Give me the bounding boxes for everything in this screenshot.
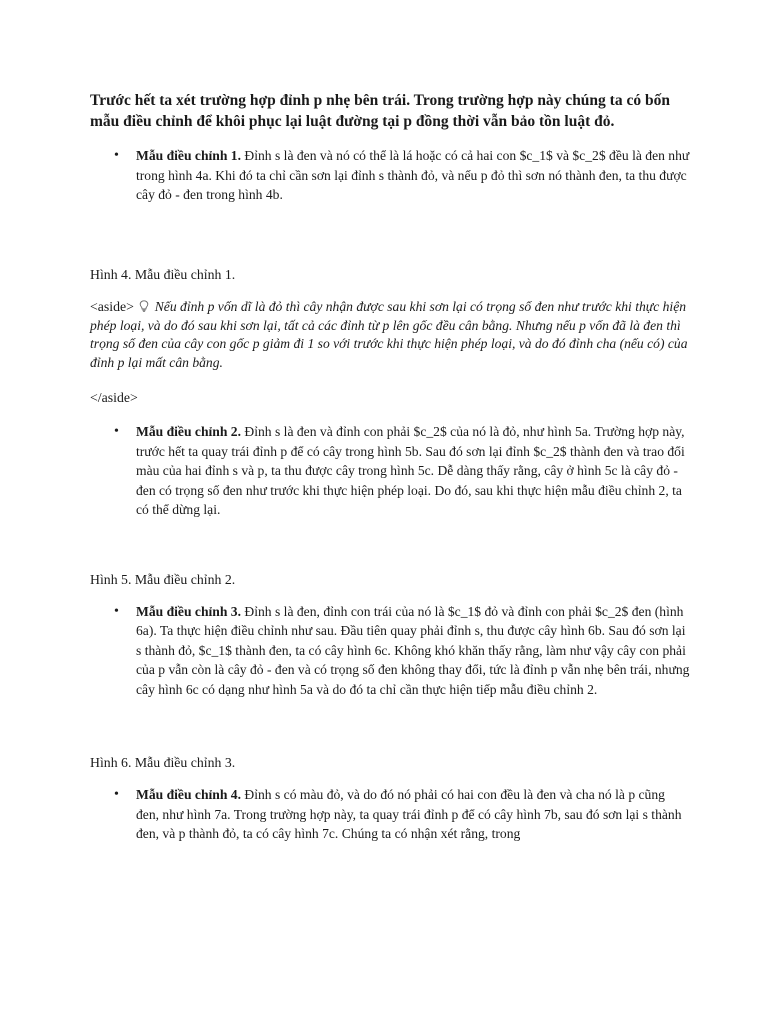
list-item [90, 602, 690, 700]
list-item [90, 422, 690, 520]
case-text: Đỉnh s là đen, đỉnh con trái của nó là $c_1$ đỏ và đỉnh con phải $c_2$ đen (hình 6a). Ta thực hiện điều chỉnh như sau. Đầu tiên quay phải đỉnh s, thu được cây hình 6b. Sau đó sơn lại s thành đỏ, $c_1$ thành đen, ta có cây hình 6c. Không khó khăn thấy rằng, làm như vậy cây con phải của p vẫn còn là cây đỏ - đen và có trọng số đen không thay đổi, tức là đỉnh p vẫn nhẹ bên trái, nhưng cây hình 6c có dạng như hình 5a và do đó ta chỉ cần thực hiện tiếp mẫu điều chỉnh 2. [136, 603, 690, 697]
case-list-4 [90, 785, 690, 844]
bullet-dot: • [114, 603, 119, 619]
bullet-dot: • [114, 148, 119, 163]
case-list-3 [90, 602, 690, 700]
aside-close-tag: </aside> [90, 390, 138, 405]
case-title: Mẫu điều chỉnh 4. [136, 787, 241, 802]
case-text: Đỉnh s là đen và nó có thể là lá hoặc có cả hai con $c_1$ và $c_2$ đều là đen như trong hình 4a. Khi đó ta chỉ cần sơn lại đỉnh s thành đỏ, và nếu p đỏ thì sơn nó thành đen, ta thu được cây đỏ - đen trong hình 4b. [136, 148, 690, 202]
list-item [90, 146, 690, 205]
bullet-dot: • [114, 424, 119, 439]
aside-open-tag: <aside> [90, 298, 134, 314]
case-list-2 [90, 422, 690, 520]
case-title: Mẫu điều chỉnh 3. [136, 603, 241, 619]
figure-caption-4: Hình 4. Mẫu điều chỉnh 1. [90, 266, 236, 282]
intro-paragraph: Trước hết ta xét trường hợp đỉnh p nhẹ bên trái. Trong trường hợp này chúng ta có bốn mẫu điều chỉnh để khôi phục lại luật đường tại p đồng thời vẫn bảo tồn luật đỏ. [90, 92, 670, 130]
aside-text: Nếu đỉnh p vốn dĩ là đỏ thì cây nhận được sau khi sơn lại có trọng số đen như trước khi thực hiện phép loại, và do đó sau khi sơn lại, tất cả các đỉnh từ p lên gốc đều cân bằng. Nhưng nếu p vốn đã là đen thì trọng số đen của cây con gốc p giảm đi 1 so với trước khi thực hiện phép loại, và do đó đỉnh cha (nếu có) của đỉnh p lại mất cân bằng. [90, 298, 688, 370]
list-item [90, 785, 690, 844]
case-list-1 [90, 146, 690, 205]
aside-block [90, 297, 690, 409]
case-title: Mẫu điều chỉnh 2. [136, 424, 241, 439]
case-title: Mẫu điều chỉnh 1. [136, 148, 241, 163]
bullet-dot: • [114, 787, 119, 802]
document-page [90, 90, 690, 844]
case-text: Đỉnh s có màu đỏ, và do đó nó phải có hai con đều là đen và cha nó là p cũng đen, như hình 7a. Trong trường hợp này, ta quay trái đỉnh p để có cây hình 7b, sau đó sơn lại s thành đen, và p thành đỏ, ta có cây hình 7c. Chúng ta có nhận xét rằng, trong [136, 787, 682, 841]
figure-caption-5: Hình 5. Mẫu điều chỉnh 2. [90, 571, 236, 587]
case-text: Đỉnh s là đen và đỉnh con phải $c_2$ của nó là đỏ, như hình 5a. Trường hợp này, trước hết ta quay trái đỉnh p để có cây trong hình 5b. Sau đó sơn lại đỉnh $c_2$ thành đen và trao đổi màu của hai đỉnh s và p, ta thu được cây trong hình 5c. Dễ dàng thấy rằng, cây ở hình 5c là cây đỏ - đen có trọng số đen như trước khi thực hiện phép loại. Do đó, sau khi thực hiện mẫu điều chỉnh 2, ta có thể dừng lại. [136, 424, 685, 517]
lightbulb-icon [139, 300, 149, 312]
figure-caption-6: Hình 6. Mẫu điều chỉnh 3. [90, 755, 236, 770]
aside-content [90, 297, 690, 373]
